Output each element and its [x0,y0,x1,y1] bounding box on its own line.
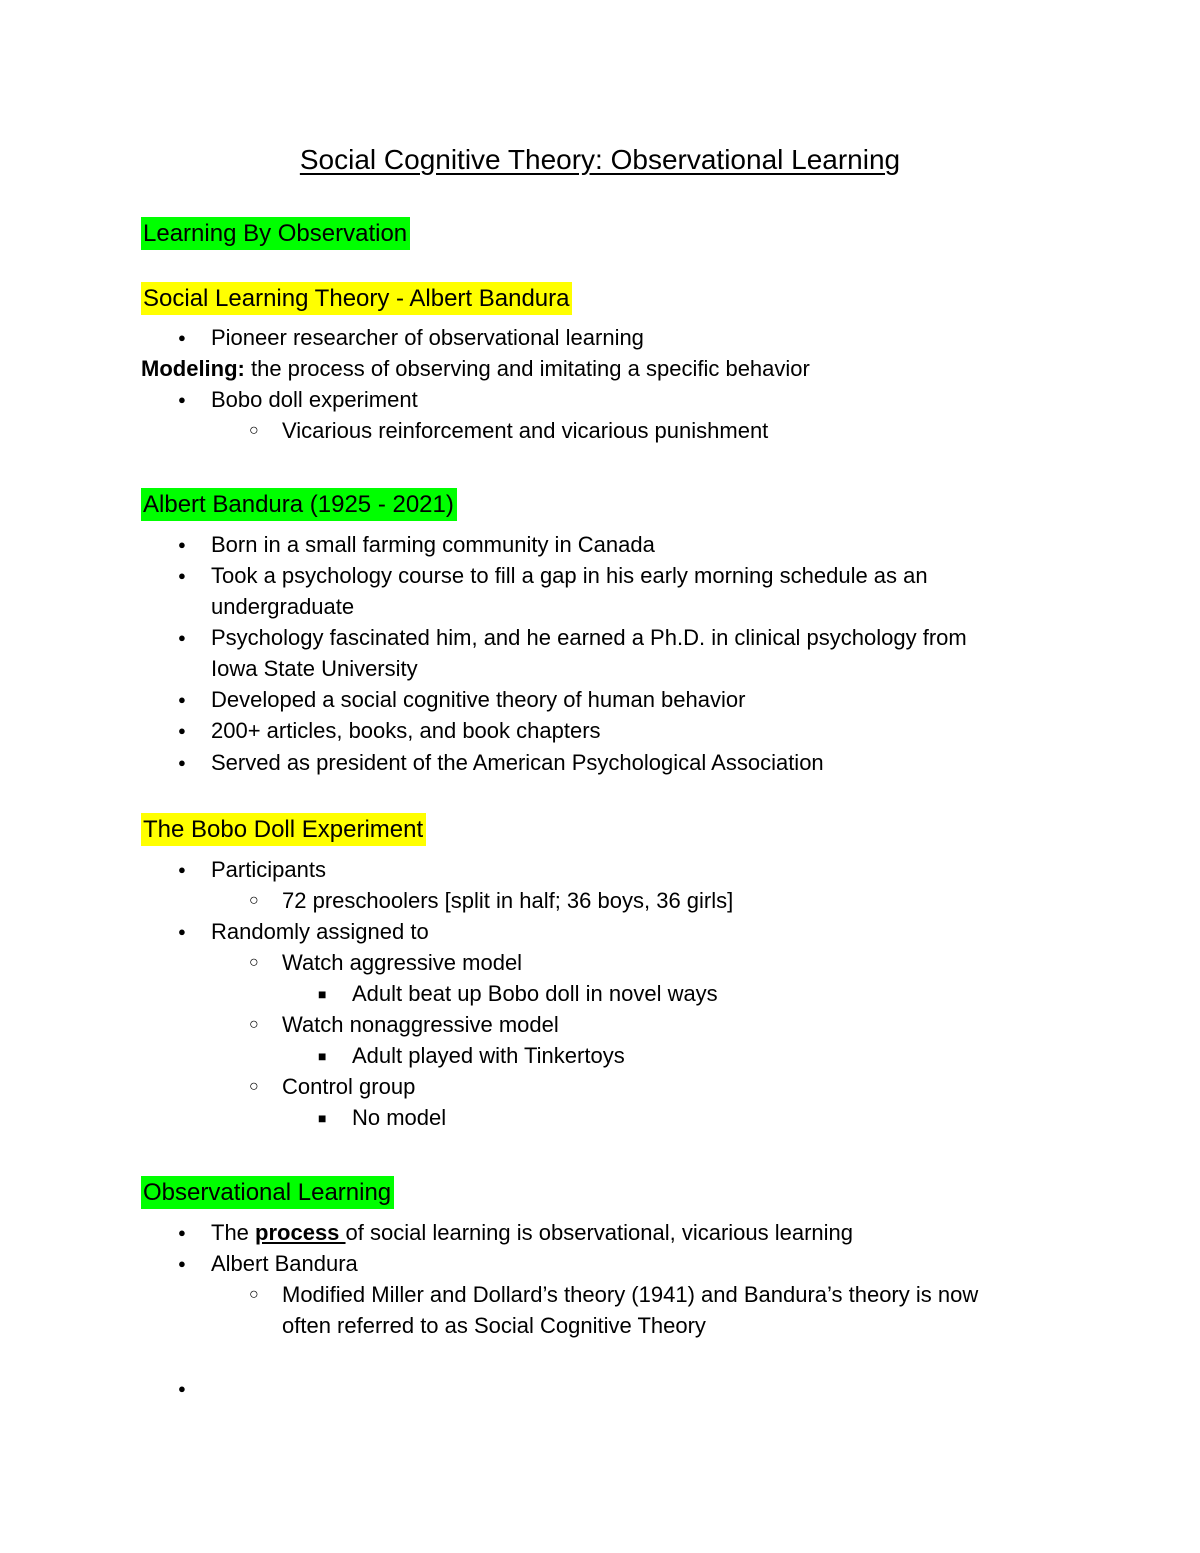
list-item: Randomly assigned to [211,919,429,944]
text-process-emphasis: process [255,1220,346,1245]
modeling-text: the process of observing and imitating a specific behavior [244,356,810,381]
list-item: Watch nonaggressive model [282,1012,559,1037]
modeling-term: Modeling: [141,356,245,381]
bullet-circle-icon: ○ [249,1078,259,1095]
document-title: Social Cognitive Theory: Observational Learning [299,144,901,175]
list-item [211,1218,853,1248]
heading-bobo-doll-experiment: The Bobo Doll Experiment [141,813,426,846]
bullet-disc-icon: ● [178,723,186,738]
list-item: Psychology fascinated him, and he earned a Ph.D. in clinical psychology from [211,625,967,650]
text-the: The [211,1220,256,1245]
list-item: Adult played with Tinkertoys [352,1043,625,1068]
list-item-continuation: undergraduate [211,594,355,619]
bullet-disc-icon: ● [178,1381,186,1396]
bullet-disc-icon: ● [178,692,186,707]
list-item: Vicarious reinforcement and vicarious punishment [282,418,769,443]
heading-observational-learning: Observational Learning [141,1176,394,1209]
list-item: 200+ articles, books, and book chapters [211,718,601,743]
bullet-circle-icon: ○ [249,892,259,909]
heading-learning-by-observation: Learning By Observation [141,217,410,250]
text-rest: of social learning is observational, vicarious learning [345,1220,854,1245]
list-item: 72 preschoolers [split in half; 36 boys, 36 girls] [282,888,734,913]
bullet-circle-icon: ○ [249,954,259,971]
bullet-circle-icon: ○ [249,1286,259,1303]
list-item: Control group [282,1074,416,1099]
bullet-disc-icon: ● [178,568,186,583]
bullet-disc-icon: ● [178,755,186,770]
bullet-disc-icon: ● [178,862,186,877]
bullet-square-icon: ■ [318,986,327,1002]
list-item-continuation: often referred to as Social Cognitive Theory [282,1313,706,1338]
list-item: Adult beat up Bobo doll in novel ways [352,981,718,1006]
list-item: Watch aggressive model [282,950,523,975]
bullet-disc-icon: ● [178,1225,186,1240]
list-item: Pioneer researcher of observational learning [211,325,644,350]
list-item-continuation: Iowa State University [211,656,418,681]
bullet-disc-icon: ● [178,1256,186,1271]
list-item: No model [352,1105,447,1130]
bullet-square-icon: ■ [318,1110,327,1126]
bullet-disc-icon: ● [178,924,186,939]
bullet-disc-icon: ● [178,392,186,407]
modeling-definition [141,354,810,384]
list-item: Modified Miller and Dollard’s theory (1941) and Bandura’s theory is now [282,1282,979,1307]
list-item: Served as president of the American Psychological Association [211,750,824,775]
bullet-circle-icon: ○ [249,422,259,439]
heading-social-learning-theory: Social Learning Theory - Albert Bandura [141,282,572,315]
bullet-disc-icon: ● [178,330,186,345]
bullet-circle-icon: ○ [249,1016,259,1033]
bullet-square-icon: ■ [318,1048,327,1064]
bullet-disc-icon: ● [178,630,186,645]
heading-albert-bandura: Albert Bandura (1925 - 2021) [141,488,457,521]
list-item: Took a psychology course to fill a gap in his early morning schedule as an [211,563,928,588]
list-item: Developed a social cognitive theory of human behavior [211,687,746,712]
list-item: Participants [211,857,326,882]
list-item: Albert Bandura [211,1251,358,1276]
list-item: Bobo doll experiment [211,387,418,412]
list-item: Born in a small farming community in Canada [211,532,655,557]
bullet-disc-icon: ● [178,537,186,552]
